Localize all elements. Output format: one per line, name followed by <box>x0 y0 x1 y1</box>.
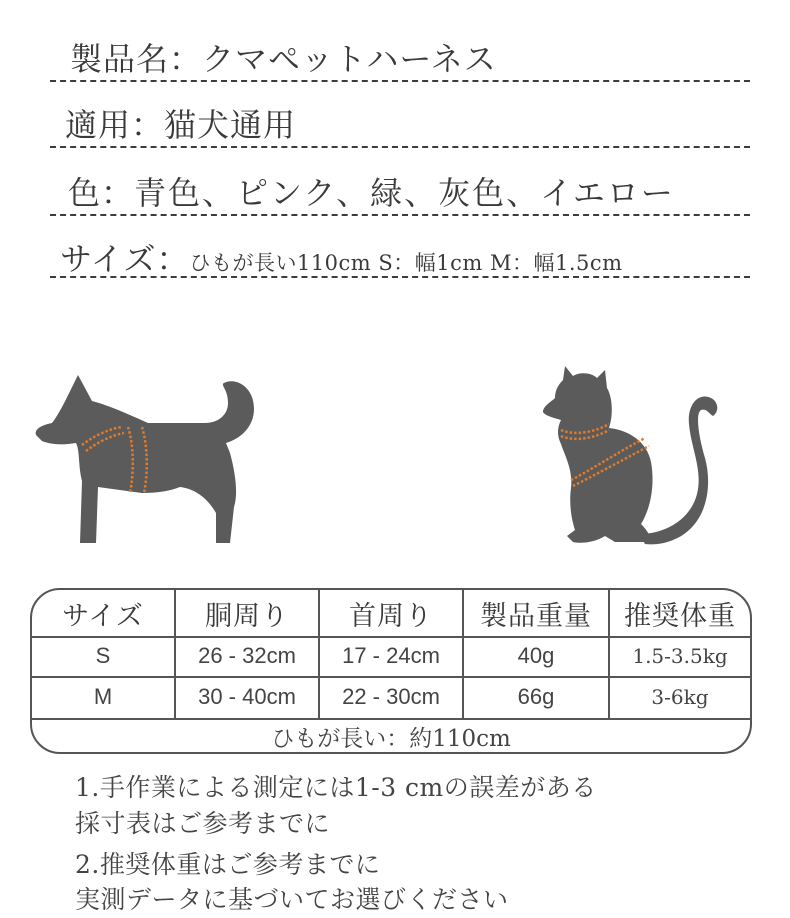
note-measurement-error: 1.手作業による測定には1-3 cmの誤差がある <box>75 773 597 802</box>
dog-silhouette-icon <box>36 375 254 543</box>
cell-weight: 40g <box>464 636 610 676</box>
cell-size: S <box>32 636 176 676</box>
cell-weight: 66g <box>464 676 610 718</box>
note-weight-reference: 2.推奨体重はご参考までに <box>75 850 381 879</box>
cell-neck: 22 - 30cm <box>320 676 464 718</box>
cat-harness-illustration <box>535 358 730 554</box>
color-value: 青色、ピンク、緑、灰色、イエロー <box>134 174 675 212</box>
usage-label: 適用： <box>65 106 165 144</box>
spec-color <box>50 168 750 216</box>
cell-neck: 17 - 24cm <box>320 636 464 676</box>
header-chest: 胴周り <box>176 590 320 636</box>
header-weight: 製品重量 <box>464 590 610 636</box>
table-row <box>32 636 750 678</box>
product-name-value: クマペットハーネス <box>202 40 497 78</box>
size-label: サイズ： <box>60 240 190 278</box>
cell-chest: 26 - 32cm <box>176 636 320 676</box>
header-neck: 首周り <box>320 590 464 636</box>
size-value: ひもが長い110cm S：幅1cm M：幅1.5cm <box>189 251 623 275</box>
cell-recommended-weight: 3-6kg <box>651 685 709 709</box>
spec-size <box>50 234 750 278</box>
table-row <box>32 676 750 720</box>
cell-chest: 30 - 40cm <box>176 676 320 718</box>
note-choose-by-measurement: 実測データに基づいてお選びください <box>75 885 509 914</box>
cell-size: M <box>32 676 176 718</box>
table-header-row <box>32 590 750 638</box>
table-footer-leash-length: ひもが長い：約110cm <box>271 725 511 752</box>
dog-harness-illustration <box>30 365 260 555</box>
cell-recommended-weight: 1.5-3.5kg <box>632 644 728 668</box>
spec-product-name <box>50 34 750 82</box>
spec-usage <box>50 100 750 148</box>
size-table <box>30 588 752 754</box>
header-recommended-weight: 推奨体重 <box>624 600 736 632</box>
usage-value: 猫犬通用 <box>164 106 297 144</box>
product-name-label: 製品名： <box>70 40 203 78</box>
color-label: 色： <box>68 174 135 212</box>
header-size: サイズ <box>32 590 176 636</box>
note-reference-only: 採寸表はご参考までに <box>75 809 331 838</box>
